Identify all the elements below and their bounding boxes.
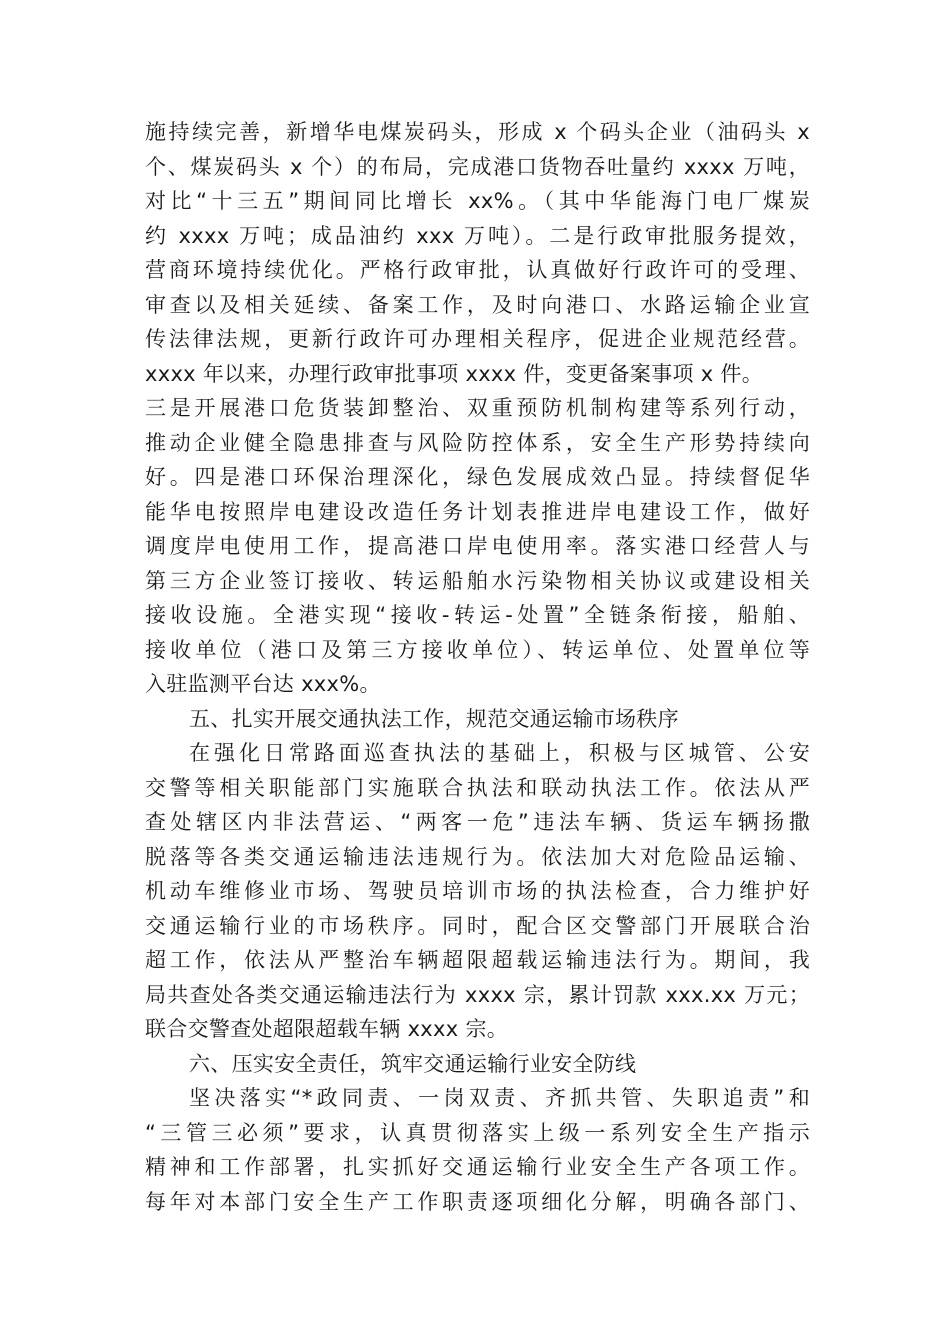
paragraph-line: 能华电按照岸电建设改造任务计划表推进岸电建设工作，做好 [145,499,810,524]
paragraph-line: 调度岸电使用工作，提高港口岸电使用率。落实港口经营人与 [145,534,810,558]
paragraph-line: 超工作，依法从严整治车辆超限超载运输违法行为。期间，我 [145,948,810,972]
paragraph-line: 接收单位（港口及第三方接收单位）、转运单位、处置单位等 [145,637,810,662]
paragraph-line: 约 xxxx 万吨；成品油约 xxx 万吨）。二是行政审批服务提效， [145,223,810,248]
paragraph-line: 接收设施。全港实现“接收-转运-处置”全链条衔接，船舶、 [145,603,810,627]
paragraph-line: 对比“十三五”期间同比增长 xx%。（其中华能海门电厂煤炭 [145,189,810,213]
paragraph-line: 脱落等各类交通运输违法违规行为。依法加大对危险品运输、 [145,844,810,869]
paragraph-line: 精神和工作部署，扎实抓好交通运输行业安全生产各项工作。 [145,1155,810,1179]
paragraph-line: 交警等相关职能部门实施联合执法和联动执法工作。依法从严 [145,775,810,800]
section-heading: 六、压实安全责任，筑牢交通运输行业安全防线 [189,1051,637,1076]
paragraph-line: 第三方企业签订接收、转运船舶水污染物相关协议或建设相关 [145,568,810,593]
paragraph-line: “三管三必须”要求，认真贯彻落实上级一系列安全生产指示 [145,1120,810,1145]
paragraph-line: 审查以及相关延续、备案工作，及时向港口、水路运输企业宣 [145,292,810,317]
paragraph-line: xxxx 年以来，办理行政审批事项 xxxx 件，变更备案事项 x 件。 [145,361,764,386]
paragraph-line: 在强化日常路面巡查执法的基础上，积极与区城管、公安 [189,741,810,765]
paragraph-line: 好。四是港口环保治理深化，绿色发展成效凸显。持续督促华 [145,465,810,489]
paragraph-line: 每年对本部门安全生产工作职责逐项细化分解，明确各部门、 [145,1189,810,1214]
paragraph-line: 传法律法规，更新行政许可办理相关程序，促进企业规范经营。 [145,327,810,351]
paragraph-line: 局共查处各类交通运输违法行为 xxxx 宗，累计罚款 xxx.xx 万元； [145,982,810,1007]
section-heading: 五、扎实开展交通执法工作，规范交通运输市场秩序 [189,706,679,731]
paragraph-line: 推动企业健全隐患排查与风险防控体系，安全生产形势持续向 [145,430,810,455]
paragraph-line: 营商环境持续优化。严格行政审批，认真做好行政许可的受理、 [145,258,810,282]
paragraph-line: 施持续完善，新增华电煤炭码头，形成 x 个码头企业（油码头 x [145,120,810,144]
paragraph-line: 机动车维修业市场、驾驶员培训市场的执法检查，合力维护好 [145,879,810,903]
paragraph-line: 入驻监测平台达 xxx%。 [145,672,381,696]
paragraph-line: 个、煤炭码头 x 个）的布局，完成港口货物吞吐量约 xxxx 万吨， [145,154,810,179]
paragraph-line: 坚决落实“*政同责、一岗双责、齐抓共管、失职追责”和 [189,1086,810,1110]
paragraph-line: 联合交警查处超限超载车辆 xxxx 宗。 [145,1017,509,1041]
paragraph-line: 交通运输行业的市场秩序。同时，配合区交警部门开展联合治 [145,913,810,938]
document-page [145,115,810,1219]
paragraph-line: 查处辖区内非法营运、“两客一危”违法车辆、货运车辆扬撒 [145,810,810,834]
paragraph-line: 三是开展港口危货装卸整治、双重预防机制构建等系列行动， [145,396,810,420]
